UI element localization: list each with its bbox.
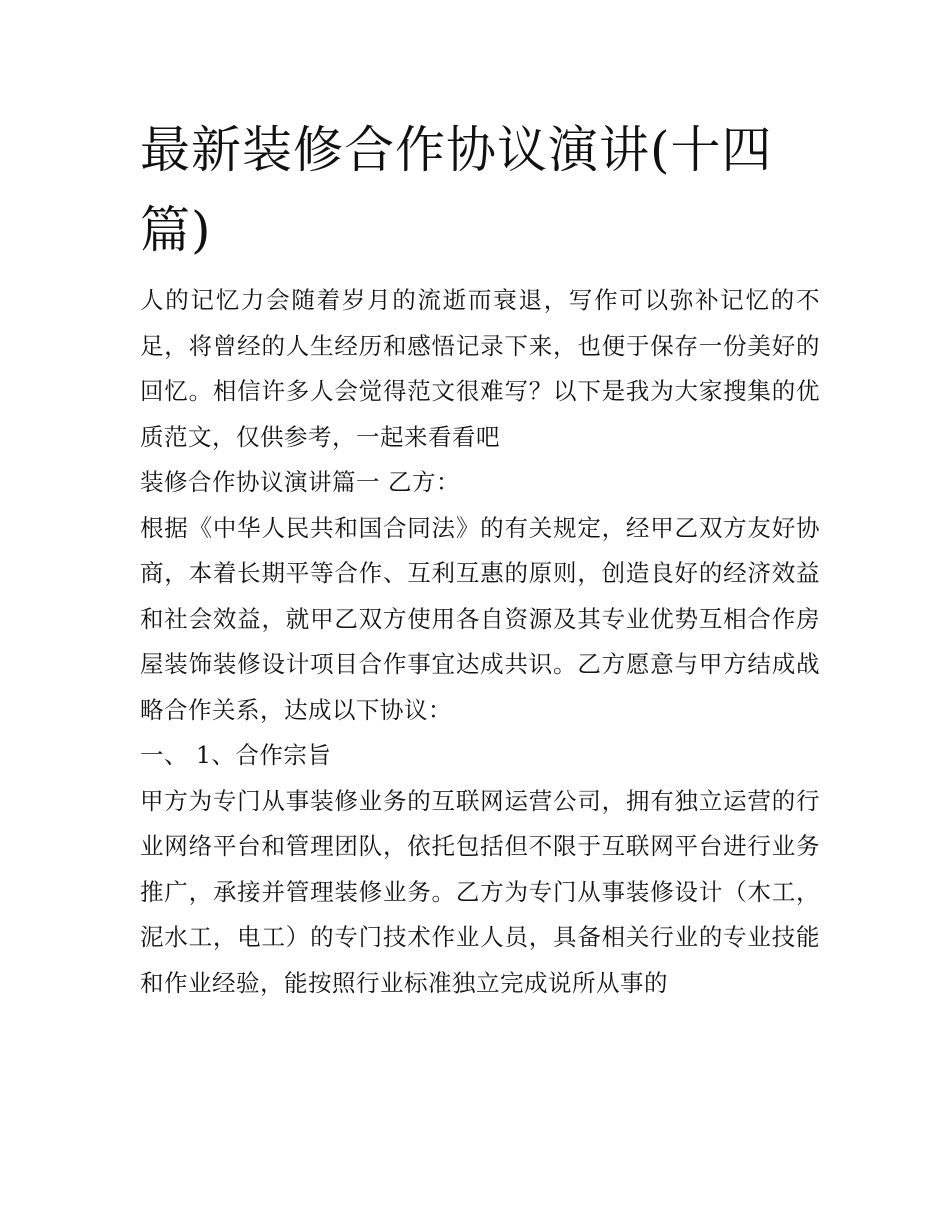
section-heading: 装修合作协议演讲篇一 乙方：	[140, 468, 460, 496]
intro-paragraph: 人的记忆力会随着岁月的流逝而衰退，写作可以弥补记忆的不足，将曾经的人生经历和感悟记录下来，也便于保存一份美好的回忆。相信许多人会觉得范文很难写？以下是我为大家搜集的优质范文，仅供参考，一起来看看吧	[140, 286, 820, 451]
clause-paragraph: 甲方为专门从事装修业务的互联网运营公司，拥有独立运营的行业网络平台和管理团队，依托包括但不限于互联网平台进行业务推广，承接并管理装修业务。乙方为专门从事装修设计（木工，泥水工，电工）的专门技术作业人员，具备相关行业的专业技能和作业经验，能按照行业标准独立完成说所从事的	[140, 786, 820, 997]
document-title: 最新装修合作协议演讲(十四篇)	[140, 121, 773, 259]
clause-heading: 一、 1、合作宗旨	[140, 741, 332, 769]
agreement-paragraph: 根据《中华人民共和国合同法》的有关规定，经甲乙双方友好协商，本着长期平等合作、互利互惠的原则，创造良好的经济效益和社会效益，就甲乙双方使用各自资源及其专业优势互相合作房屋装饰装修设计项目合作事宜达成共识。乙方愿意与甲方结成战略合作关系，达成以下协议：	[140, 513, 820, 724]
document-body	[140, 278, 820, 1006]
